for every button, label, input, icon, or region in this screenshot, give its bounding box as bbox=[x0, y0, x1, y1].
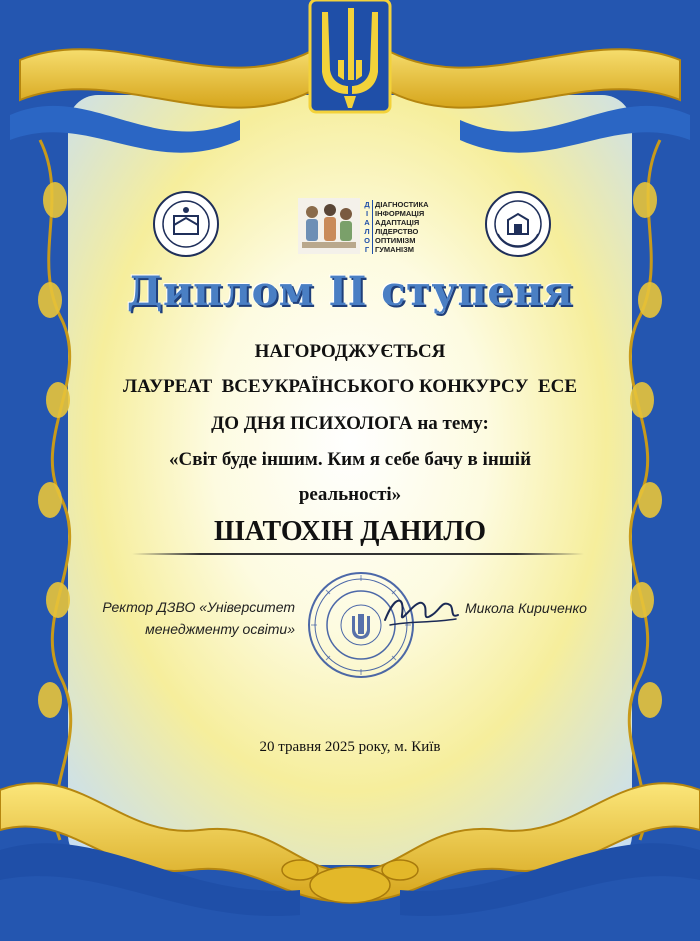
logo-item: ІНФОРМАЦІЯ bbox=[375, 209, 425, 218]
issue-date: 20 травня 2025 року, м. Київ bbox=[259, 739, 441, 755]
rector-position-line-2: менеджменту освіти» bbox=[145, 621, 295, 637]
vertical-letter: О bbox=[364, 236, 370, 245]
signer-name: Микола Кириченко bbox=[465, 600, 587, 616]
handwritten-signature-icon bbox=[380, 585, 460, 635]
logo-item: АДАПТАЦІЯ bbox=[375, 218, 420, 227]
award-line: НАГОРОДЖУЄТЬСЯ bbox=[254, 341, 446, 362]
name-underline bbox=[132, 553, 584, 555]
academy-logo-icon bbox=[152, 190, 220, 258]
vertical-letter: Д bbox=[364, 200, 370, 209]
vertical-letter: І bbox=[365, 209, 369, 218]
vertical-letter: А bbox=[364, 218, 370, 227]
essay-topic-line-2: реальності» bbox=[298, 484, 402, 505]
laureate-line: ЛАУРЕАТ ВСЕУКРАЇНСЬКОГО КОНКУРСУ ЕСЕ bbox=[122, 376, 578, 397]
rector-position-line-1: Ректор ДЗВО «Університет bbox=[102, 599, 295, 615]
recipient-name: ШАТОХІН ДАНИЛО bbox=[214, 516, 486, 547]
vertical-letter: Л bbox=[364, 227, 370, 236]
occasion-line: ДО ДНЯ ПСИХОЛОГА на тему: bbox=[211, 413, 489, 434]
people-illustration-icon bbox=[298, 198, 360, 254]
logo-item: ОПТИМІЗМ bbox=[375, 236, 416, 245]
logo-item: ГУМАНІЗМ bbox=[375, 245, 415, 254]
trident-icon bbox=[308, 0, 392, 115]
rector-position bbox=[80, 596, 295, 640]
vertical-letter: Г bbox=[364, 245, 370, 254]
diploma-title: Диплом II ступеня bbox=[126, 268, 574, 315]
university-logo-icon bbox=[484, 190, 552, 258]
logo-item: ЛІДЕРСТВО bbox=[375, 227, 419, 236]
dialog-logo bbox=[298, 198, 429, 258]
essay-topic-line-1: «Світ буде іншим. Ким я себе бачу в іншій bbox=[168, 449, 532, 470]
logo-item: ДІАГНОСТИКА bbox=[375, 200, 429, 209]
